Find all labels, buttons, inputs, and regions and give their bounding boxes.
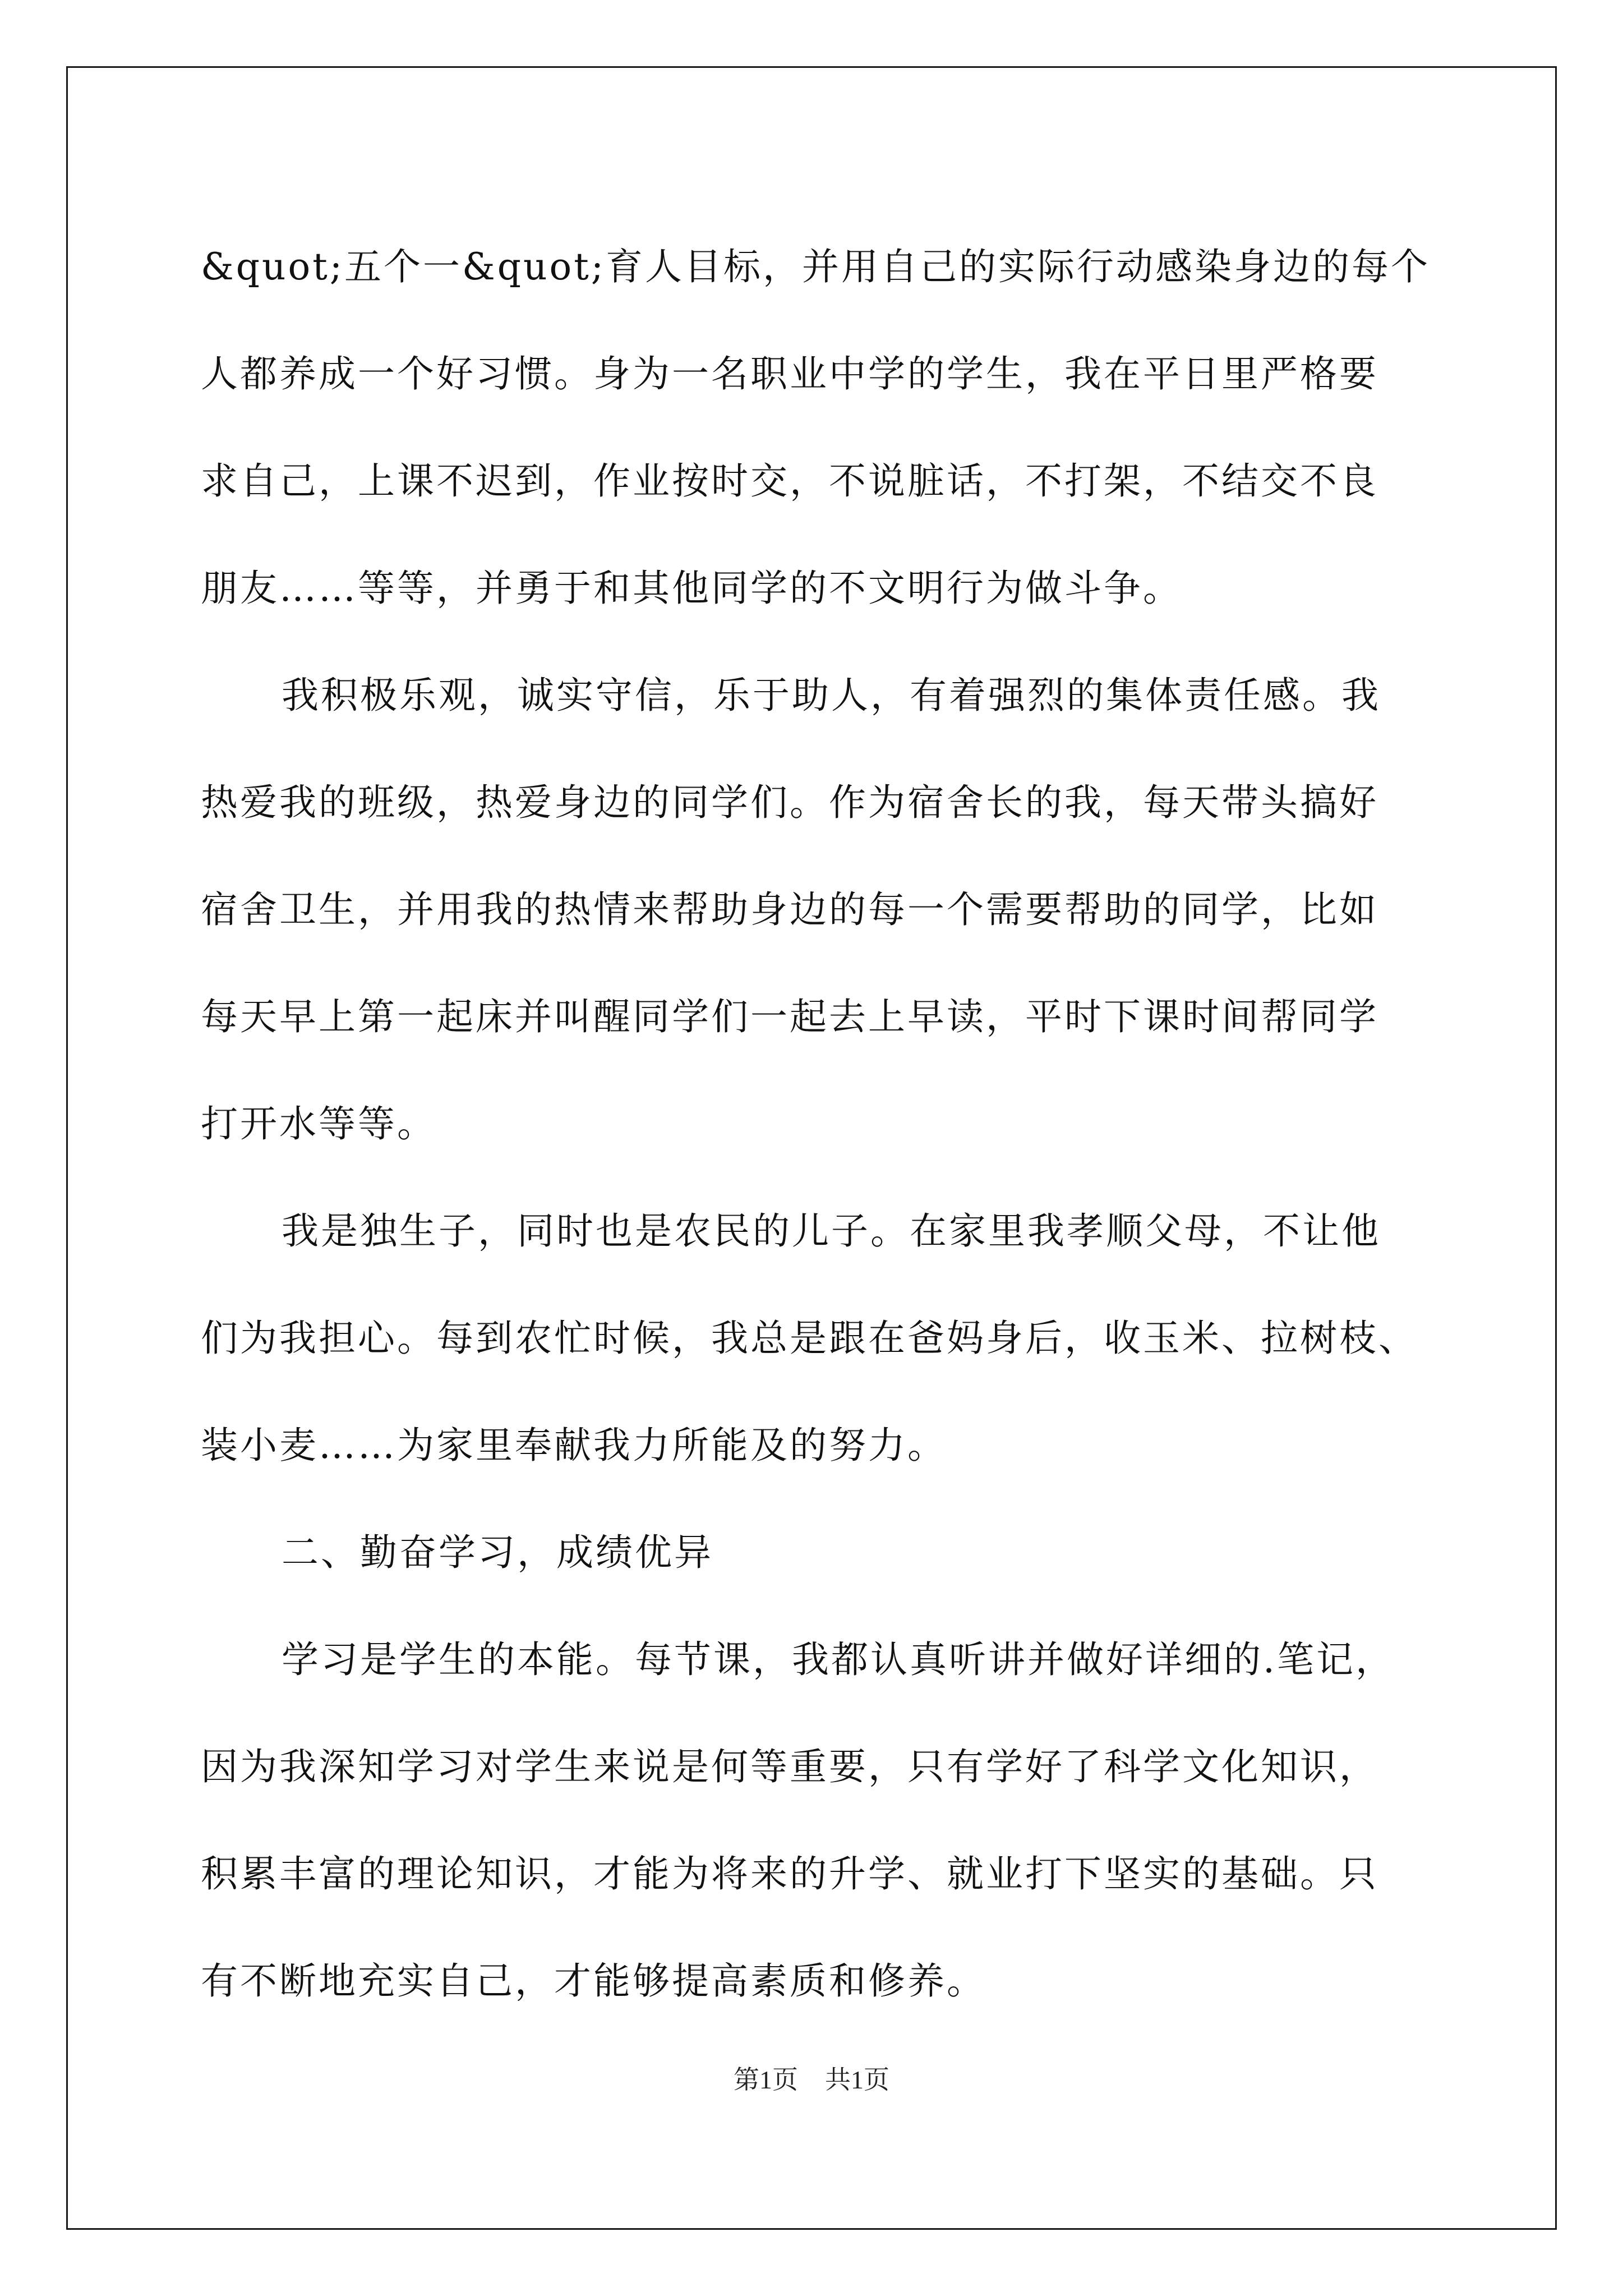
text-line-5: 我积极乐观，诚实守信，乐于助人，有着强烈的集体责任感。我 — [282, 674, 1381, 717]
page-footer — [0, 2063, 1623, 2097]
text-line-14: 学习是学生的本能。每节课，我都认真听讲并做好详细的.笔记， — [282, 1638, 1395, 1681]
text-line-11: 们为我担心。每到农忙时候，我总是跟在爸妈身后，收玉米、拉树枝、 — [201, 1317, 1418, 1360]
text-line-1: &quot;五个一&quot;育人目标，并用自己的实际行动感染身边的每个 — [201, 245, 1430, 288]
section-heading: 二、勤奋学习，成绩优异 — [282, 1531, 713, 1574]
page-number-current: 第1页 — [734, 2065, 798, 2094]
text-line-8: 每天早上第一起床并叫醒同学们一起去上早读，平时下课时间帮同学 — [201, 995, 1378, 1038]
text-line-15: 因为我深知学习对学生来说是何等重要，只有学好了科学文化知识， — [201, 1745, 1378, 1788]
text-line-7: 宿舍卫生，并用我的热情来帮助身边的每一个需要帮助的同学，比如 — [201, 888, 1378, 931]
text-line-2: 人都养成一个好习惯。身为一名职业中学的学生，我在平日里严格要 — [201, 352, 1378, 395]
text-line-3: 求自己，上课不迟到，作业按时交，不说脏话，不打架，不结交不良 — [201, 459, 1378, 503]
text-line-10: 我是独生子，同时也是农民的儿子。在家里我孝顺父母，不让他 — [282, 1209, 1381, 1253]
text-line-4: 朋友……等等，并勇于和其他同学的不文明行为做斗争。 — [201, 567, 1182, 610]
text-line-9: 打开水等等。 — [201, 1102, 436, 1145]
page-number-total: 共1页 — [825, 2065, 889, 2094]
text-line-6: 热爱我的班级，热爱身边的同学们。作为宿舍长的我，每天带头搞好 — [201, 781, 1378, 824]
text-line-16: 积累丰富的理论知识，才能为将来的升学、就业打下坚实的基础。只 — [201, 1852, 1378, 1895]
document-body — [201, 213, 1435, 2035]
text-line-12: 装小麦……为家里奉献我力所能及的努力。 — [201, 1424, 947, 1467]
text-line-17: 有不断地充实自己，才能够提高素质和修养。 — [201, 1959, 986, 2003]
